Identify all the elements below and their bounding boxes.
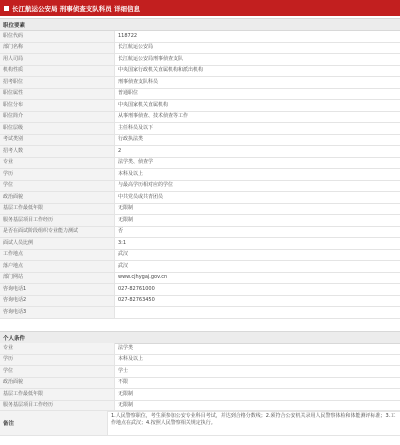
table-row: [0, 88, 400, 100]
field-label: 是否在面试阶段组织专业能力测试: [0, 226, 115, 238]
table-row: [0, 284, 400, 296]
field-value: [115, 307, 400, 319]
table-row: [0, 42, 400, 54]
field-label: 学位: [0, 180, 115, 192]
table-row: [0, 238, 400, 250]
field-value: 无限制: [115, 215, 400, 227]
field-value: 从事刑事侦查、技术侦查等工作: [115, 111, 400, 123]
field-label: 基层工作最低年限: [0, 203, 115, 215]
field-value: 本科及以上: [115, 354, 400, 366]
table-row: [0, 354, 400, 366]
table-row: [0, 111, 400, 123]
table-row: [0, 146, 400, 158]
field-value: 否: [115, 226, 400, 238]
field-label: 学位: [0, 366, 115, 378]
field-value: 主任科员及以下: [115, 123, 400, 135]
table-row: [0, 31, 400, 42]
table-row: [0, 261, 400, 273]
field-value: 027-82761000: [115, 284, 400, 296]
remarks-label: 备注: [0, 411, 108, 435]
job-info-table: [0, 31, 400, 319]
table-row: [0, 272, 400, 284]
field-label: 学历: [0, 354, 115, 366]
field-value: 学士: [115, 366, 400, 378]
field-value: 长江航运公安局: [115, 42, 400, 54]
field-label: 咨询电话2: [0, 295, 115, 307]
field-value: 刑事侦查支队科员: [115, 77, 400, 89]
field-value: 本科及以上: [115, 169, 400, 181]
table-row: [0, 100, 400, 112]
field-value: 武汉: [115, 261, 400, 273]
field-label: 职位分布: [0, 100, 115, 112]
field-label: 职位简介: [0, 111, 115, 123]
field-value: 027-82763450: [115, 295, 400, 307]
field-value: 中央国家机关直属机构: [115, 100, 400, 112]
field-label: 部门网站: [0, 272, 115, 284]
section-title-job: 职位要素: [3, 22, 26, 29]
field-value: 2: [115, 146, 400, 158]
field-value: 无限制: [115, 389, 400, 401]
field-label: 部门名称: [0, 42, 115, 54]
field-label: 咨询电话1: [0, 284, 115, 296]
table-row: [0, 377, 400, 389]
table-row: [0, 249, 400, 261]
field-label: 政治面貌: [0, 192, 115, 204]
field-label: 学历: [0, 169, 115, 181]
field-label: 机构性质: [0, 65, 115, 77]
table-row: [0, 65, 400, 77]
table-row: [0, 77, 400, 89]
field-value: 中共党员或共青团员: [115, 192, 400, 204]
field-label: 招考职位: [0, 77, 115, 89]
field-label: 工作地点: [0, 249, 115, 261]
field-label: 咨询电话3: [0, 307, 115, 319]
table-row: [0, 192, 400, 204]
field-value: 118722: [115, 31, 400, 42]
table-row: [0, 54, 400, 66]
field-label: 专业: [0, 343, 115, 354]
field-value: 行政执法类: [115, 134, 400, 146]
table-row: [0, 203, 400, 215]
field-value: 法学类: [115, 343, 400, 354]
field-value: 武汉: [115, 249, 400, 261]
field-label: 政治面貌: [0, 377, 115, 389]
field-label: 职位层级: [0, 123, 115, 135]
field-value: 不限: [115, 377, 400, 389]
section-title-person: 个人条件: [3, 335, 26, 342]
table-row: [0, 295, 400, 307]
field-label: 专业: [0, 157, 115, 169]
field-label: 服务基层项目工作经历: [0, 400, 115, 412]
page-title: 长江航运公安局 刑事侦查支队科员 详细信息: [12, 4, 141, 13]
field-value: 长江航运公安局刑事侦查支队: [115, 54, 400, 66]
remarks-row: [0, 410, 400, 436]
section-header-job: [0, 18, 400, 31]
person-info-table: [0, 343, 400, 412]
title-bullet-icon: [4, 6, 9, 11]
table-row: [0, 169, 400, 181]
field-label: 招考人数: [0, 146, 115, 158]
field-value: 与最高学历相对应的学位: [115, 180, 400, 192]
field-value: 法学类、侦查学: [115, 157, 400, 169]
field-label: 职位属性: [0, 88, 115, 100]
table-row: [0, 226, 400, 238]
table-row: [0, 123, 400, 135]
field-value: 无限制: [115, 203, 400, 215]
field-label: 用人司局: [0, 54, 115, 66]
table-row: [0, 307, 400, 319]
table-row: [0, 366, 400, 378]
table-row: [0, 343, 400, 354]
field-value: 无限制: [115, 400, 400, 412]
remarks-value: 1.人民警察职位，考生须参加公安专业科目考试，并达到合格分数线；2.须符合公安机关录用人民警察体检和体能测评标准；3.工作地点在武汉；4.按照人民警察相关规定执行。: [111, 413, 396, 426]
field-value: 中央国家行政机关直属机构和派出机构: [115, 65, 400, 77]
field-label: 面试人员比例: [0, 238, 115, 250]
field-label: 考试类别: [0, 134, 115, 146]
field-label: 落户地点: [0, 261, 115, 273]
field-value: 3:1: [115, 238, 400, 250]
title-bar: [0, 0, 400, 16]
table-row: [0, 157, 400, 169]
table-row: [0, 389, 400, 401]
table-row: [0, 180, 400, 192]
field-label: 服务基层项目工作经历: [0, 215, 115, 227]
field-label: 职位代码: [0, 31, 115, 42]
table-row: [0, 215, 400, 227]
field-label: 基层工作最低年限: [0, 389, 115, 401]
field-value: www.cjhygaj.gov.cn: [115, 272, 400, 284]
field-value: 普通职位: [115, 88, 400, 100]
table-row: [0, 134, 400, 146]
